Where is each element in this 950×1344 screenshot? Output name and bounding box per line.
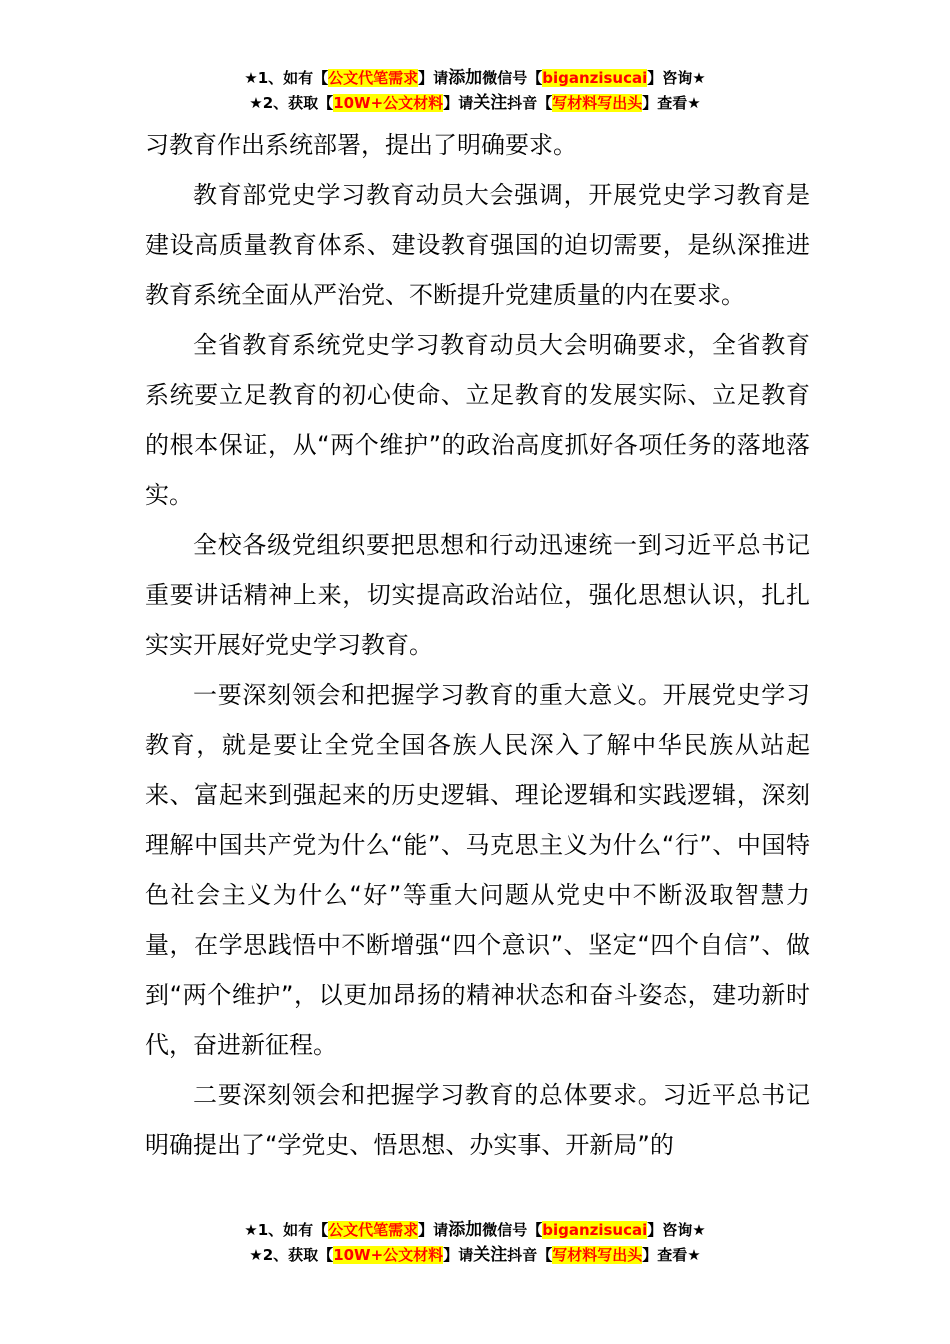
highlight-douyin-account: 写材料写出头 bbox=[552, 1246, 643, 1264]
banner-line-2 bbox=[0, 1243, 950, 1268]
banner-text: 】查看 bbox=[642, 94, 688, 112]
highlight-ghostwriting: 公文代笔需求 bbox=[328, 69, 419, 87]
paragraph: 二要深刻领会和把握学习教育的总体要求。习近平总书记明确提出了“学党史、悟思想、办实事、开新局”的 bbox=[145, 1081, 810, 1159]
banner-text: 】请 bbox=[443, 94, 474, 112]
star-icon: ★ bbox=[692, 1221, 706, 1239]
document-body bbox=[145, 120, 810, 1170]
paragraph: 全校各级党组织要把思想和行动迅速统一到习近平总书记重要讲话精神上来，切实提高政治站位，强化思想认识，扎扎实实开展好党史学习教育。 bbox=[145, 531, 810, 659]
banner-text: 1、如有【 bbox=[257, 69, 329, 87]
highlight-wechat-id: biganzisucai bbox=[542, 69, 648, 87]
paragraph: 教育部党史学习教育动员大会强调，开展党史学习教育是建设高质量教育体系、建设教育强国的迫切需要，是纵深推进教育系统全面从严治党、不断提升党建质量的内在要求。 bbox=[145, 181, 810, 309]
banner-text: 】请 bbox=[418, 1221, 449, 1239]
highlight-materials: 10W+公文材料 bbox=[333, 94, 444, 112]
star-icon: ★ bbox=[244, 69, 258, 87]
banner-text: 】咨询 bbox=[647, 1221, 693, 1239]
banner-text: 】请 bbox=[418, 69, 449, 87]
highlight-materials: 10W+公文材料 bbox=[333, 1246, 444, 1264]
footer-banner bbox=[0, 1218, 950, 1268]
header-banner bbox=[0, 66, 950, 116]
paragraph: 全省教育系统党史学习教育动员大会明确要求，全省教育系统要立足教育的初心使命、立足教育的发展实际、立足教育的根本保证，从“两个维护”的政治高度抓好各项任务的落地落实。 bbox=[145, 331, 810, 509]
highlight-wechat-id: biganzisucai bbox=[542, 1221, 648, 1239]
banner-text: 2、获取【 bbox=[262, 94, 334, 112]
banner-text: 微信号【 bbox=[482, 69, 543, 87]
star-icon: ★ bbox=[244, 1221, 258, 1239]
highlight-ghostwriting: 公文代笔需求 bbox=[328, 1221, 419, 1239]
banner-line-1 bbox=[0, 66, 950, 91]
banner-text-emphasis: 关注 bbox=[473, 93, 508, 113]
banner-text: 抖音【 bbox=[507, 1246, 553, 1264]
banner-text-emphasis: 添加 bbox=[448, 1220, 483, 1240]
banner-line-2 bbox=[0, 91, 950, 116]
banner-text: 1、如有【 bbox=[257, 1221, 329, 1239]
star-icon: ★ bbox=[687, 94, 701, 112]
star-icon: ★ bbox=[249, 1246, 263, 1264]
banner-text: 微信号【 bbox=[482, 1221, 543, 1239]
star-icon: ★ bbox=[692, 69, 706, 87]
banner-text: 】查看 bbox=[642, 1246, 688, 1264]
banner-text-emphasis: 关注 bbox=[473, 1245, 508, 1265]
star-icon: ★ bbox=[687, 1246, 701, 1264]
banner-text: 抖音【 bbox=[507, 94, 553, 112]
banner-text: 】咨询 bbox=[647, 69, 693, 87]
highlight-douyin-account: 写材料写出头 bbox=[552, 94, 643, 112]
paragraph: 习教育作出系统部署，提出了明确要求。 bbox=[145, 131, 577, 159]
banner-text: 】请 bbox=[443, 1246, 474, 1264]
banner-text-emphasis: 添加 bbox=[448, 68, 483, 88]
banner-line-1 bbox=[0, 1218, 950, 1243]
banner-text: 2、获取【 bbox=[262, 1246, 334, 1264]
paragraph: 一要深刻领会和把握学习教育的重大意义。开展党史学习教育，就是要让全党全国各族人民深入了解中华民族从站起来、富起来到强起来的历史逻辑、理论逻辑和实践逻辑，深刻理解中国共产党为什么“能”、马克思主义为什么“行”、中国特色社会主义为什么“好”等重大问题从党史中不断汲取智慧力量，在学思践悟中不断增强“四个意识”、坚定“四个自信”、做到“两个维护”，以更加昂扬的精神状态和奋斗姿态，建功新时代，奋进新征程。 bbox=[145, 681, 810, 1059]
star-icon: ★ bbox=[249, 94, 263, 112]
